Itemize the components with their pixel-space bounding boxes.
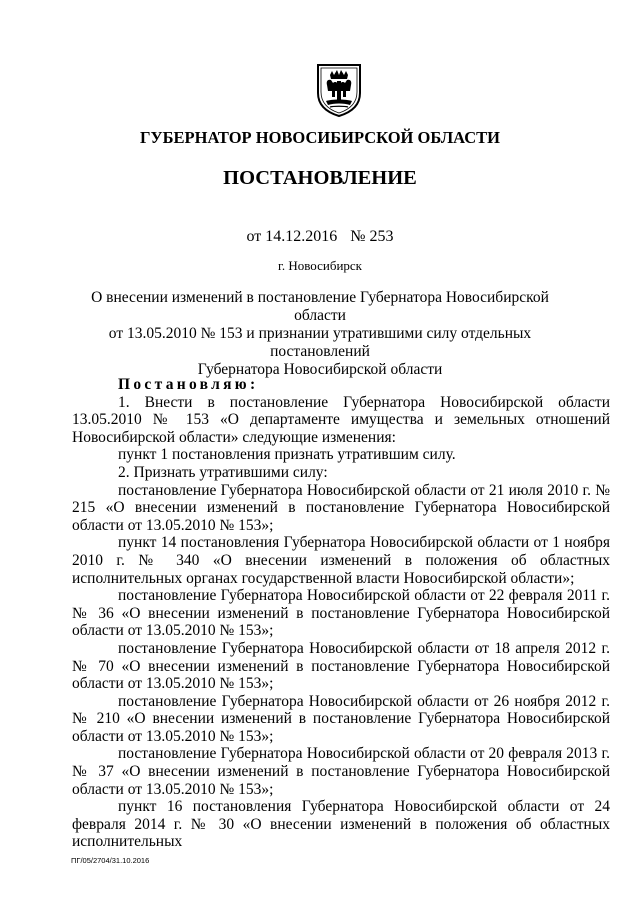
paragraph: пункт 14 постановления Губернатора Новосибирской области от 1 ноября 2010 г. № 340 «О внесении изменений в положения об областных исполнительных органах государственной власти Новосибирской области»; — [72, 534, 610, 587]
decree-word-text: Постановляю — [118, 376, 250, 393]
footer-code: ПГ/05/2704/31.10.2016 — [71, 856, 150, 865]
paragraph: постановление Губернатора Новосибирской области от 26 ноября 2012 г. № 210 «О внесении изменений в постановление Губернатора Новосибирской области от 13.05.2010 № 153»; — [72, 692, 610, 745]
subject-line: от 13.05.2010 № 153 и признании утратившими силу отдельных постановлений — [108, 325, 532, 360]
paragraph: постановление Губернатора Новосибирской области от 18 апреля 2012 г. № 70 «О внесении изменений в постановление Губернатора Новосибирской области от 13.05.2010 № 153»; — [72, 639, 610, 693]
authority-heading: ГУБЕРНАТОР НОВОСИБИРСКОЙ ОБЛАСТИ — [140, 128, 500, 147]
paragraph: пункт 16 постановления Губернатора Новосибирской области от 24 февраля 2014 г. № 30 «О внесении изменений в положения об областных исполнительных — [72, 798, 610, 851]
coat-of-arms-icon — [316, 63, 362, 117]
date-number-line — [0, 228, 640, 246]
paragraph: 2. Признать утратившими силу: — [118, 463, 328, 481]
paragraph: пункт 1 постановления признать утратившим силу. — [118, 446, 456, 464]
document-date: 14.12.2016 — [265, 228, 338, 245]
paragraph: постановление Губернатора Новосибирской области от 22 февраля 2011 г. № 36 «О внесении изменений в постановление Губернатора Новосибирской области от 13.05.2010 № 153»; — [72, 587, 610, 640]
paragraph: постановление Губернатора Новосибирской области от 21 июля 2010 г. № 215 «О внесении изменений в постановление Губернатора Новосибирской области от 13.05.2010 № 153»; — [72, 481, 610, 534]
decree-colon: : — [249, 376, 256, 393]
date-prefix: от — [246, 228, 262, 245]
document-type-title: ПОСТАНОВЛЕНИЕ — [223, 167, 417, 189]
number-prefix: № — [350, 228, 366, 245]
city-line: г. Новосибирск — [277, 258, 362, 273]
subject-line: О внесении изменений в постановление Губернатора Новосибирской области — [91, 289, 549, 324]
document-number: 253 — [369, 228, 394, 245]
document-body — [72, 376, 610, 851]
document-subject — [70, 289, 570, 379]
decree-word — [72, 376, 610, 394]
subject-line: Губернатора Новосибирской области — [197, 361, 443, 378]
paragraph: постановление Губернатора Новосибирской области от 20 февраля 2013 г. № 37 «О внесении изменений в постановление Губернатора Новосибирской области от 13.05.2010 № 153»; — [72, 745, 610, 798]
paragraph: 1. Внести в постановление Губернатора Новосибирской области 13.05.2010 № 153 «О департаменте имущества и земельных отношений Новосибирской области» следующие изменения: — [72, 393, 610, 446]
